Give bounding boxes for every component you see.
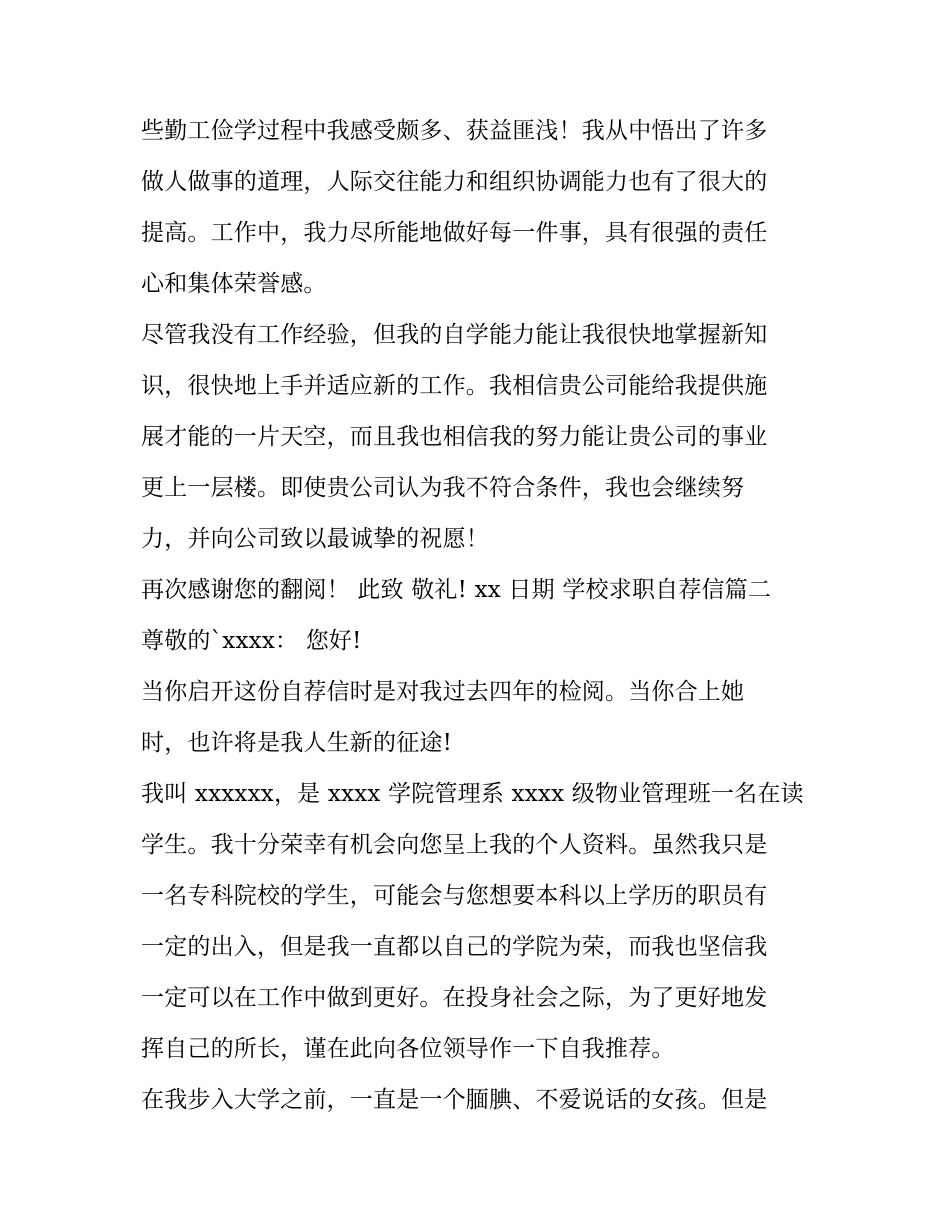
- text-line: 挥自己的所长，谨在此向各位领导作一下自我推荐。: [141, 1036, 675, 1062]
- text-line: 更上一层楼。即使贵公司认为我不符合条件，我也会继续努: [141, 475, 745, 501]
- text-line: 再次感谢您的翻阅！ 此致 敬礼! xx 日期 学校求职自荐信篇二: [141, 577, 772, 603]
- text-line: 提高。工作中，我力尽所能地做好每一件事，具有很强的责任: [141, 220, 768, 246]
- text-line: 心和集体荣誉感。: [141, 271, 327, 297]
- text-line: 力，并向公司致以最诚挚的祝愿！: [141, 526, 489, 552]
- text-line: 尽管我没有工作经验，但我的自学能力能让我很快地掌握新知: [141, 322, 768, 348]
- paragraph-self-introduction: [141, 769, 821, 1075]
- text-line: 做人做事的道理，人际交往能力和组织协调能力也有了很大的: [141, 169, 768, 195]
- paragraph-greeting: [141, 616, 821, 667]
- text-line: 些勤工俭学过程中我感受颇多、获益匪浅！我从中悟出了许多: [141, 118, 768, 144]
- text-line: 我叫 xxxxxx，是 xxxx 学院管理系 xxxx 级物业管理班一名在读: [141, 781, 804, 807]
- text-line: 当你启开这份自荐信时是对我过去四年的检阅。当你合上她: [141, 679, 745, 705]
- paragraph-intro: [141, 667, 821, 769]
- text-line: 学生。我十分荣幸有机会向您呈上我的个人资料。虽然我只是: [141, 832, 768, 858]
- paragraph-work-study: [141, 106, 821, 310]
- paragraph-before-college: [141, 1075, 821, 1126]
- text-line: 在我步入大学之前，一直是一个腼腆、不爱说话的女孩。但是: [141, 1087, 768, 1113]
- paragraph-closing: [141, 565, 821, 616]
- text-line: 识，很快地上手并适应新的工作。我相信贵公司能给我提供施: [141, 373, 768, 399]
- text-line: 一定可以在工作中做到更好。在投身社会之际，为了更好地发: [141, 985, 768, 1011]
- text-line: 一定的出入，但是我一直都以自己的学院为荣，而我也坚信我: [141, 934, 768, 960]
- text-line: 一名专科院校的学生，可能会与您想要本科以上学历的职员有: [141, 883, 768, 909]
- text-line: 时，也许将是我人生新的征途!: [141, 730, 453, 756]
- text-line: 尊敬的`xxxx： 您好!: [141, 628, 362, 654]
- text-line: 展才能的一片天空，而且我也相信我的努力能让贵公司的事业: [141, 424, 768, 450]
- document-body: [141, 106, 821, 1126]
- paragraph-self-learning: [141, 310, 821, 565]
